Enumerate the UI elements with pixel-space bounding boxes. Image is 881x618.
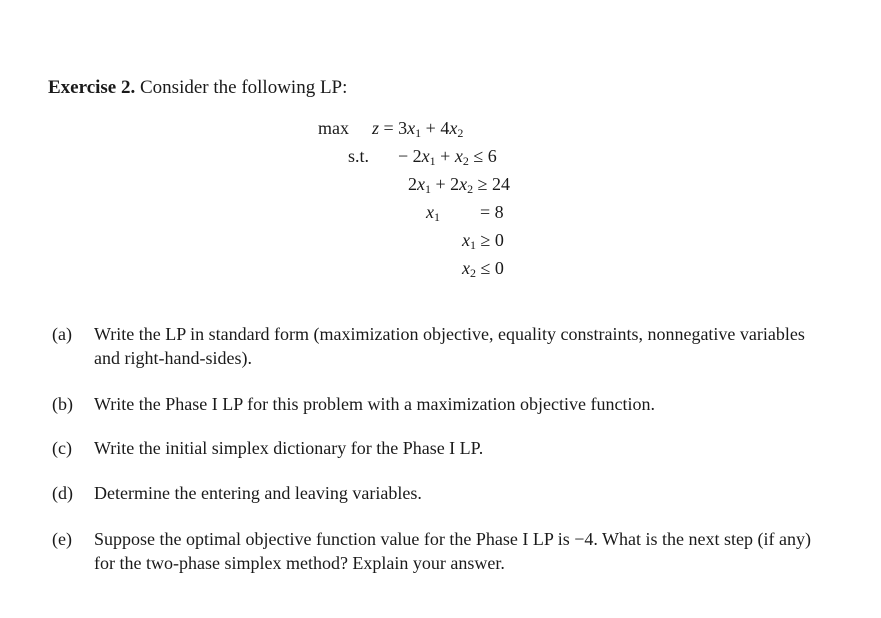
lp-objective: [372, 116, 463, 140]
question-label: (b): [52, 394, 73, 414]
lp-constraint-3: $x_1$ = 8: [426, 202, 504, 224]
lp-constraint-1: − $2x_1 + x_2 \le 6$: [398, 146, 497, 168]
lp-constraint-5: $x_2 \le 0$: [462, 258, 504, 280]
question-item-c: [52, 436, 812, 460]
question-text: Suppose the optimal objective function value for the Phase I LP is −4. What is the next step (if any) for the two-phase simplex method? Explain your answer.: [94, 529, 811, 573]
question-label: (a): [52, 324, 72, 344]
lp-max-label: max: [318, 118, 349, 138]
question-label: (d): [52, 483, 73, 503]
exercise-intro: Consider the following LP:: [140, 77, 348, 98]
question-text: Write the LP in standard form (maximization objective, equality constraints, nonnegative variables and right-hand-sides).: [94, 324, 805, 368]
objective-render: $z = 3x_1 + 4x_2$: [372, 118, 464, 140]
question-text: Write the Phase I LP for this problem with a maximization objective function.: [94, 394, 655, 414]
exercise-number: Exercise 2.: [48, 77, 136, 98]
question-item-b: [52, 392, 812, 416]
question-item-d: [52, 481, 812, 505]
question-text: Write the initial simplex dictionary for the Phase I LP.: [94, 438, 484, 458]
question-text: Determine the entering and leaving variables.: [94, 483, 422, 503]
lp-constraint-4: $x_1 \ge 0$: [462, 230, 504, 252]
lp-st-label: s.t.: [348, 146, 370, 166]
question-item-e: [52, 527, 812, 575]
exercise-heading: [48, 76, 347, 100]
question-label: (c): [52, 438, 72, 458]
question-item-a: [52, 322, 812, 370]
question-label: (e): [52, 529, 72, 549]
lp-constraint-2: $2x_1 + 2x_2 \ge 24$: [408, 174, 511, 196]
